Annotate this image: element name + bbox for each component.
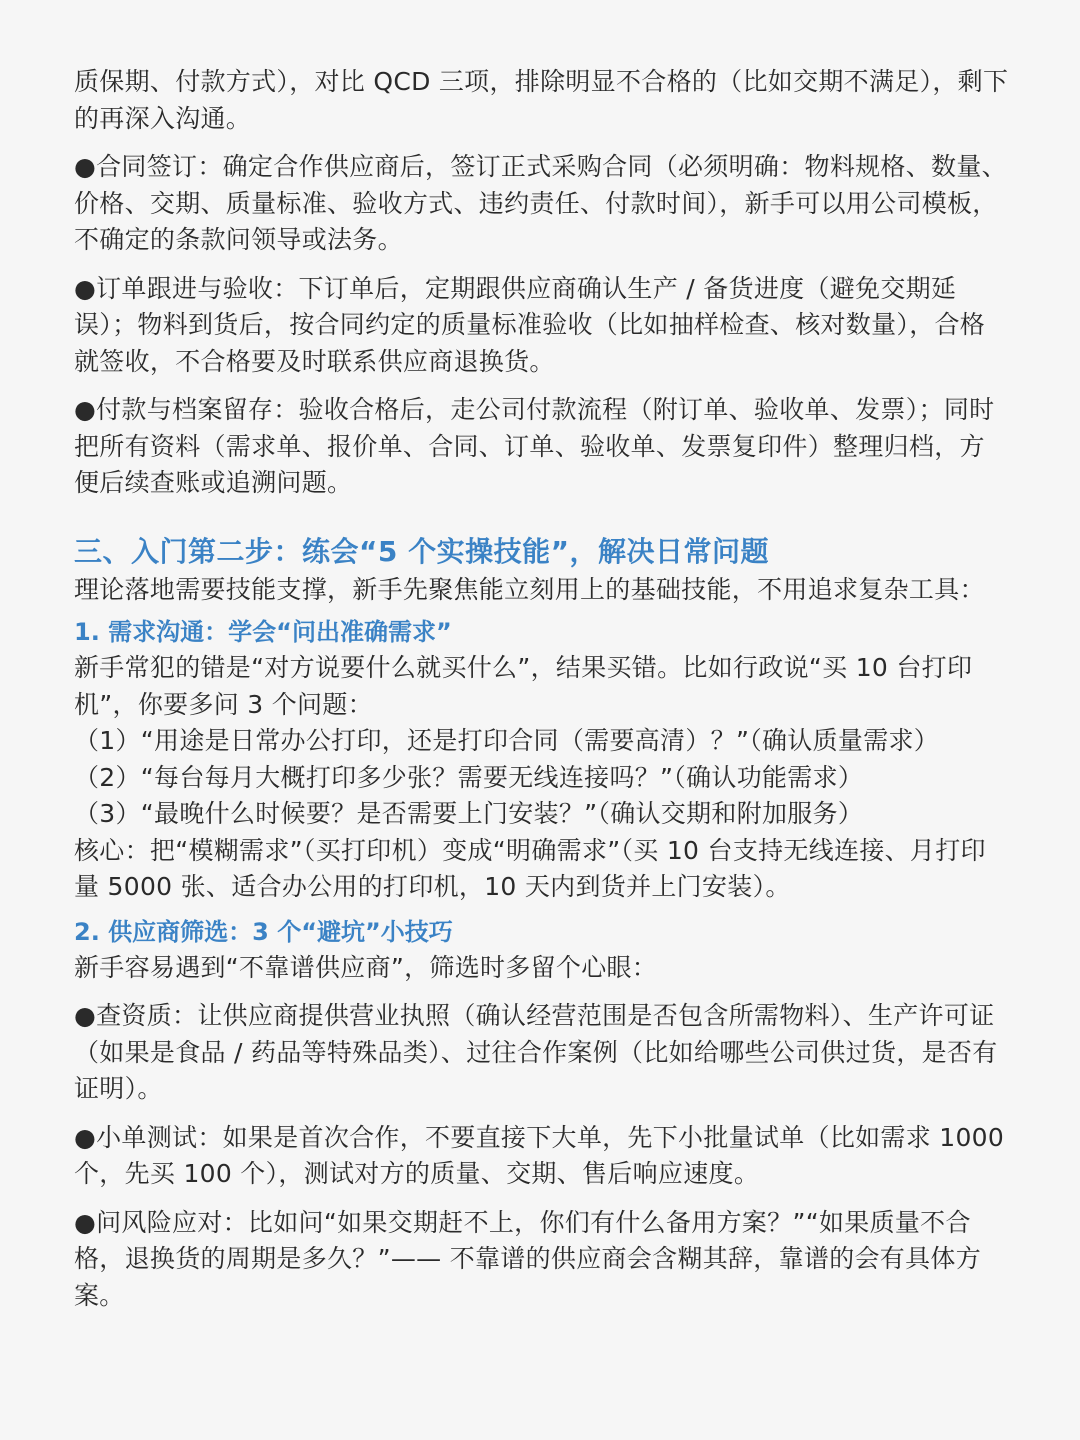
paragraph-qcd-compare: 质保期、付款方式），对比 QCD 三项，排除明显不合格的（比如交期不满足），剩下的再深入沟通。 [74,67,1009,133]
skill-one-question-3: （3）“最晚什么时候要？是否需要上门安装？”（确认交期和附加服务） [74,799,864,828]
bullet-small-order-test: ●小单测试：如果是首次合作，不要直接下大单，先下小批量试单（比如需求 1000 个，先买 100 个），测试对方的质量、交期、售后响应速度。 [74,1122,1005,1188]
bullet-order-followup: ●订单跟进与验收：下订单后，定期跟供应商确认生产 / 备货进度（避免交期延误）；物料到货后，按合同约定的质量标准验收（比如抽样检查、核对数量），合格就签收，不合格要及时联系供应商退换货。 [74,273,986,376]
skill-two-title: 2. 供应商筛选：3 个“避坑”小技巧 [74,917,453,946]
section-three-intro: 理论落地需要技能支撑，新手先聚焦能立刻用上的基础技能，不用追求复杂工具： [74,574,985,604]
skill-one-intro: 新手常犯的错是“对方说要什么就买什么”，结果买错。比如行政说“买 10 台打印机”，你要多问 3 个问题： [74,653,973,719]
bullet-payment-archive: ●付款与档案留存：验收合格后，走公司付款流程（附订单、验收单、发票）；同时把所有资料（需求单、报价单、合同、订单、验收单、发票复印件）整理归档，方便后续查账或追溯问题。 [74,395,995,497]
bullet-check-qualification: ●查资质：让供应商提供营业执照（确认经营范围是否包含所需物料）、生产许可证（如果是食品 / 药品等特殊品类）、过往合作案例（比如给哪些公司供过货，是否有证明）。 [74,1001,998,1103]
bullet-risk-response: ●问风险应对：比如问“如果交期赶不上，你们有什么备用方案？”“如果质量不合格，退换货的周期是多久？”—— 不靠谱的供应商会含糊其辞，靠谱的会有具体方案。 [74,1207,982,1310]
section-three-title: 三、入门第二步：练会“5 个实操技能”，解决日常问题 [74,534,770,568]
skill-one-core: 核心：把“模糊需求”（买打印机）变成“明确需求”（买 10 台支持无线连接、月打印量 5000 张、适合办公用的打印机，10 天内到货并上门安装）。 [74,835,986,901]
bullet-contract-signing: ●合同签订：确定合作供应商后，签订正式采购合同（必须明确：物料规格、数量、价格、交期、质量标准、验收方式、违约责任、付款时间），新手可以用公司模板，不确定的条款问领导或法务。 [74,152,1007,254]
skill-one-question-1: （1）“用途是日常办公打印，还是打印合同（需要高清）？”（确认质量需求） [74,726,940,755]
skill-one-title: 1. 需求沟通：学会“问出准确需求” [74,618,452,646]
skill-one-question-2: （2）“每台每月大概打印多少张？需要无线连接吗？”（确认功能需求） [74,762,864,792]
skill-two-intro: 新手容易遇到“不靠谱供应商”，筛选时多留个心眼： [74,952,658,982]
